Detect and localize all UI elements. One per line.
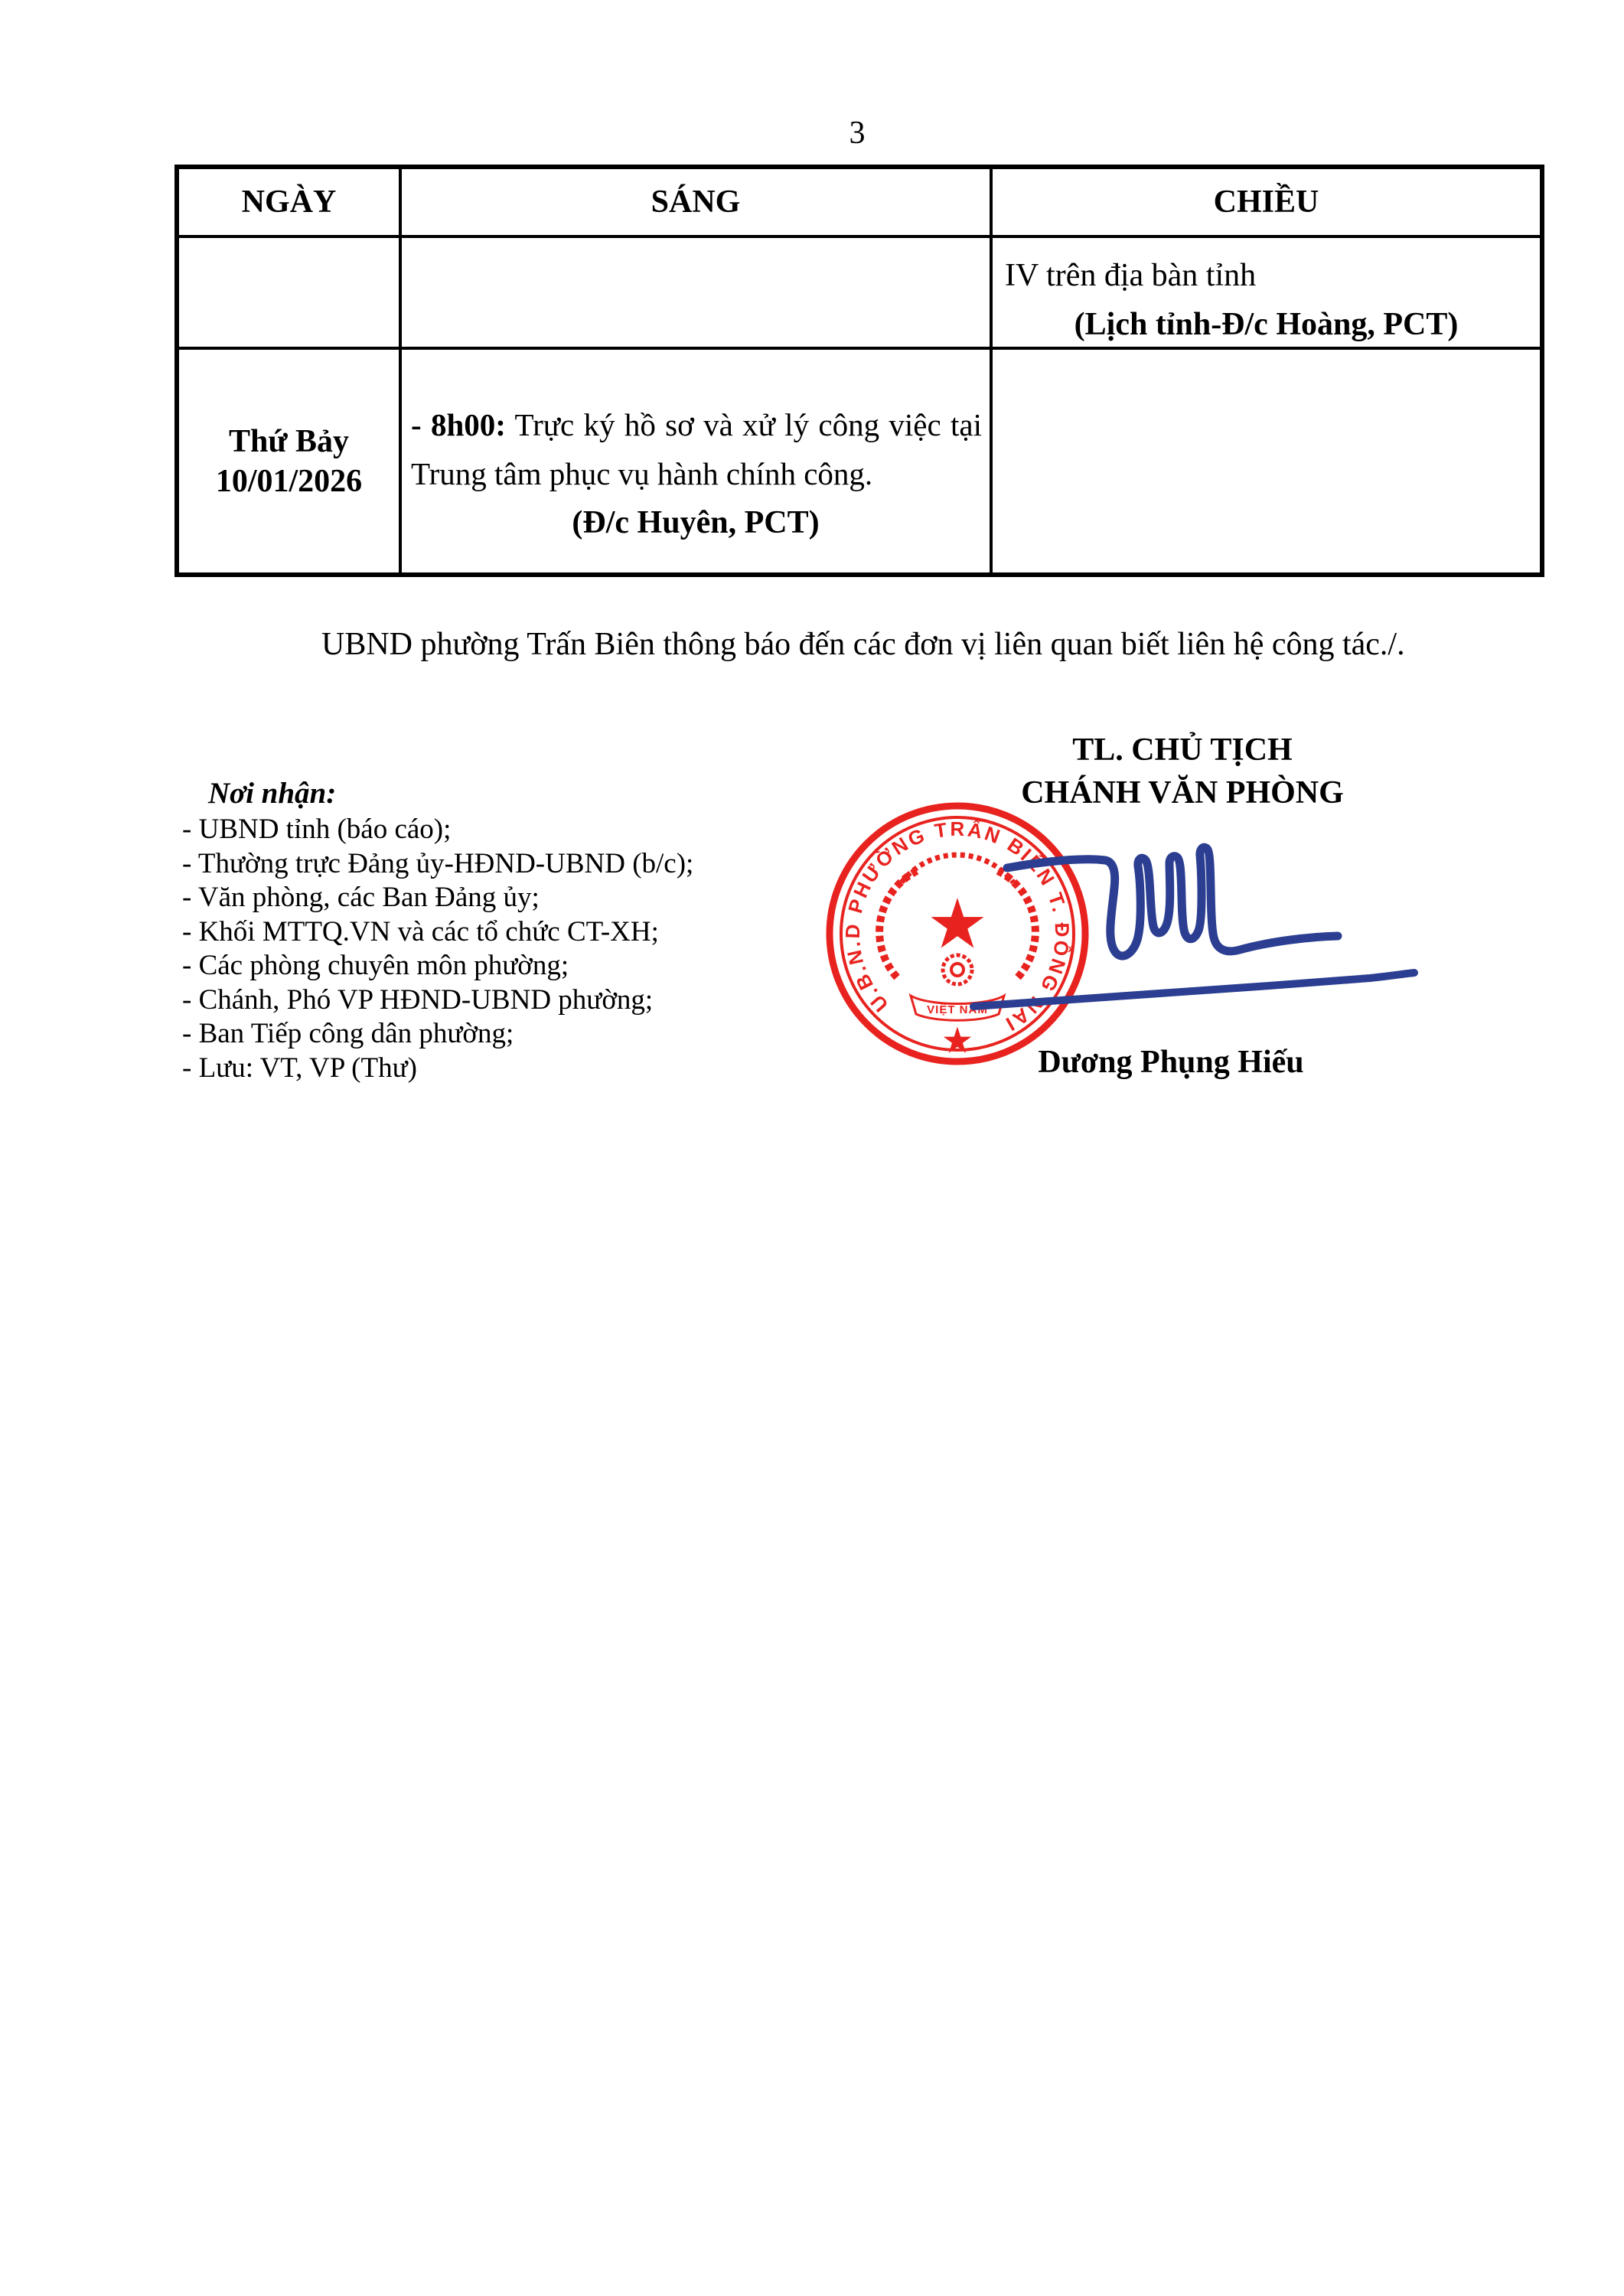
signature-title-delegation: TL. CHỦ TỊCH [1072, 732, 1293, 768]
signature-main-stroke [1007, 847, 1338, 956]
cell-ngay-saturday [177, 348, 400, 575]
cell-sang-content [400, 348, 991, 575]
emblem-wreath-left [879, 871, 917, 977]
recipients-label: Nơi nhận: [208, 777, 337, 810]
recipient-item: - UBND tỉnh (báo cáo); [182, 814, 452, 845]
recipient-item: - Khối MTTQ.VN và các tổ chức CT-XH; [182, 915, 659, 947]
table-row-saturday [177, 348, 1542, 575]
day-date: 10/01/2026 [215, 463, 363, 499]
header-ngay: NGÀY [177, 167, 400, 236]
chieu-continuation-text: IV trên địa bàn tỉnh [1005, 258, 1257, 293]
table-header-row [177, 167, 1542, 236]
signature-underline-stroke [973, 973, 1414, 1006]
signature-title-role: CHÁNH VĂN PHÒNG [1021, 775, 1344, 810]
emblem-banner-text: VIỆT NAM [927, 1003, 988, 1016]
sang-task [411, 400, 982, 498]
schedule-table [174, 165, 1544, 577]
recipient-item: - Lưu: VT, VP (Thư) [182, 1052, 417, 1084]
sang-task-text: Trực ký hồ sơ và xử lý công việc tại Trung tâm phục vụ hành chính công. [411, 406, 982, 491]
signer-name: Dương Phụng Hiếu [1038, 1045, 1304, 1080]
sang-time: - 8h00: [411, 406, 506, 442]
recipient-item: - Các phòng chuyên môn phường; [182, 950, 569, 981]
recipients-block [182, 775, 840, 1085]
page-number: 3 [849, 116, 866, 151]
table-row-continuation [177, 236, 1542, 348]
chieu-assignee: (Lịch tỉnh-Đ/c Hoàng, PCT) [1074, 307, 1459, 342]
recipient-item: - Chánh, Phó VP HĐND-UBND phường; [182, 983, 654, 1016]
handwritten-signature [957, 781, 1492, 1033]
seal-bottom-star-icon: ★ [943, 1022, 972, 1058]
seal-arc-text: U.B.N.D PHƯỜNG TRẤN BIÊN T. ĐỒNG NAI [840, 817, 1075, 1037]
sang-assignee: (Đ/c Huyên, PCT) [572, 504, 820, 540]
closing-paragraph: UBND phường Trấn Biên thông báo đến các đơn vị liên quan biết liên hệ công tác./. [321, 627, 1405, 662]
header-chieu: CHIỀU [991, 167, 1542, 236]
cell-chieu-empty [991, 348, 1542, 575]
signature-strokes [957, 781, 1492, 1033]
day-name: Thứ Bảy [228, 423, 350, 459]
cell-ngay-empty [177, 236, 400, 348]
recipient-item: - Ban Tiếp công dân phường; [182, 1018, 514, 1049]
emblem-star-icon: ★ [930, 890, 985, 958]
header-sang: SÁNG [400, 167, 991, 236]
cell-chieu-content [991, 236, 1542, 348]
recipient-item: - Văn phòng, các Ban Đảng ủy; [182, 882, 540, 913]
cell-sang-empty [400, 236, 991, 348]
recipient-item: - Thường trực Đảng ủy-HĐND-UBND (b/c); [182, 847, 694, 879]
